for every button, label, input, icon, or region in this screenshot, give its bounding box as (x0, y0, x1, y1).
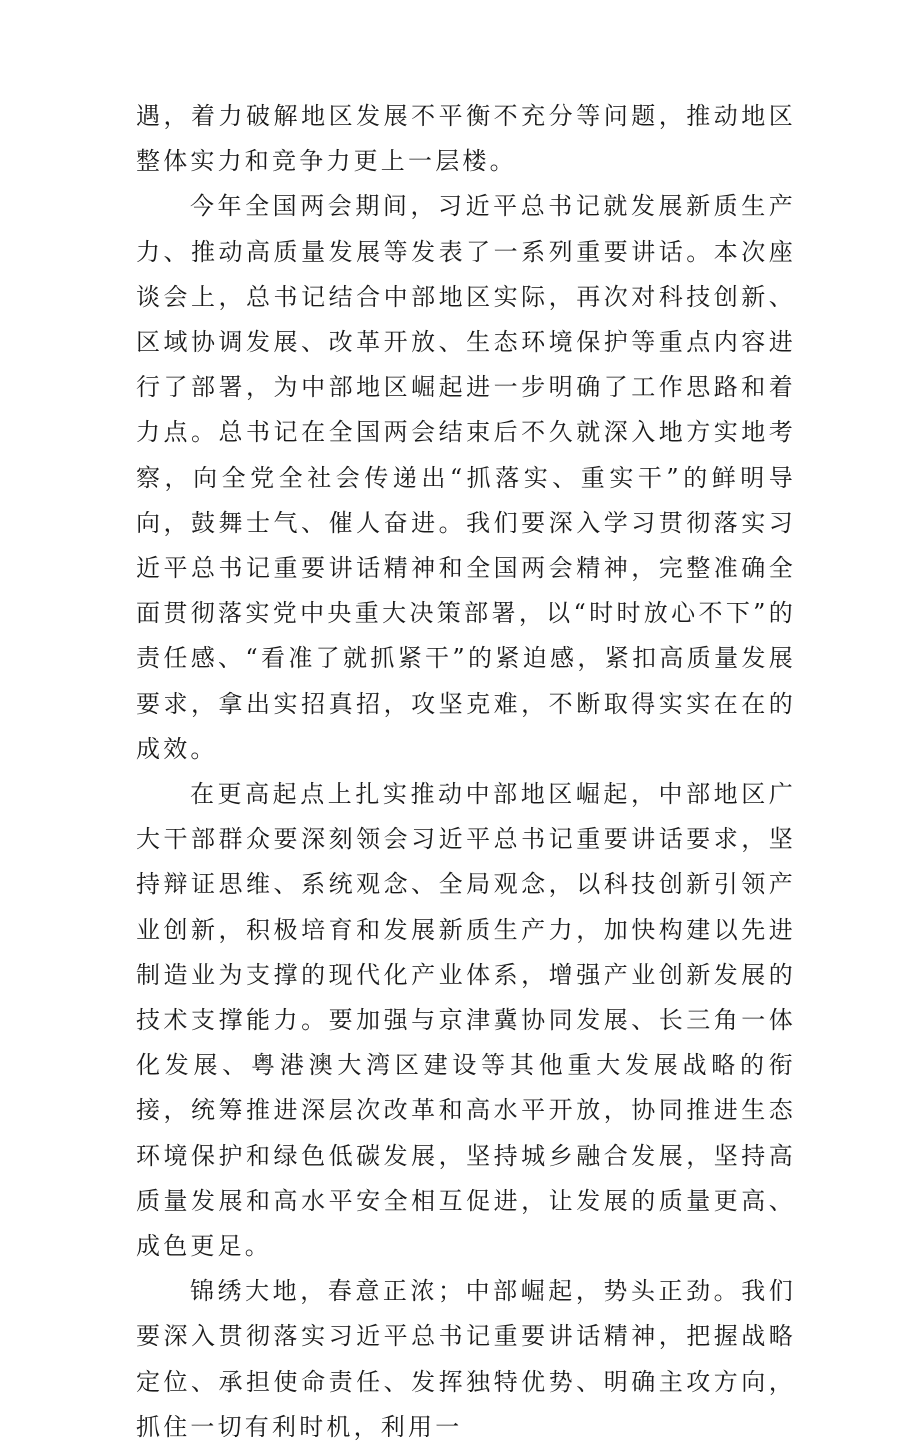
paragraph-4: 锦绣大地，春意正浓；中部崛起，势头正劲。我们要深入贯彻落实习近平总书记重要讲话精神，把握战略定位、承担使命责任、发挥独特优势、明确主攻方向，抓住一切有利时机，利用一 (136, 1277, 796, 1441)
paragraph-2: 今年全国两会期间，习近平总书记就发展新质生产力、推动高质量发展等发表了一系列重要讲话。本次座谈会上，总书记结合中部地区实际，再次对科技创新、区域协调发展、改革开放、生态环境保护等重点内容进行了部署，为中部地区崛起进一步明确了工作思路和着力点。总书记在全国两会结束后不久就深入地方实地考察，向全党全社会传递出“抓落实、重实干”的鲜明导向，鼓舞士气、催人奋进。我们要深入学习贯彻落实习近平总书记重要讲话精神和全国两会精神，完整准确全面贯彻落实党中央重大决策部署，以“时时放心不下”的责任感、“看准了就抓紧干”的紧迫感，紧扣高质量发展要求，拿出实招真招，攻坚克难，不断取得实实在在的成效。 (136, 192, 796, 763)
paragraph-1: 遇，着力破解地区发展不平衡不充分等问题，推动地区整体实力和竞争力更上一层楼。 (136, 102, 796, 176)
paragraph-3: 在更高起点上扎实推动中部地区崛起，中部地区广大干部群众要深刻领会习近平总书记重要讲话要求，坚持辩证思维、系统观念、全局观念，以科技创新引领产业创新，积极培育和发展新质生产力，加快构建以先进制造业为支撑的现代化产业体系，增强产业创新发展的技术支撑能力。要加强与京津冀协同发展、长三角一体化发展、粤港澳大湾区建设等其他重大发展战略的衔接，统筹推进深层次改革和高水平开放，协同推进生态环境保护和绿色低碳发展，坚持城乡融合发展，坚持高质量发展和高水平安全相互促进，让发展的质量更高、成色更足。 (136, 780, 796, 1261)
